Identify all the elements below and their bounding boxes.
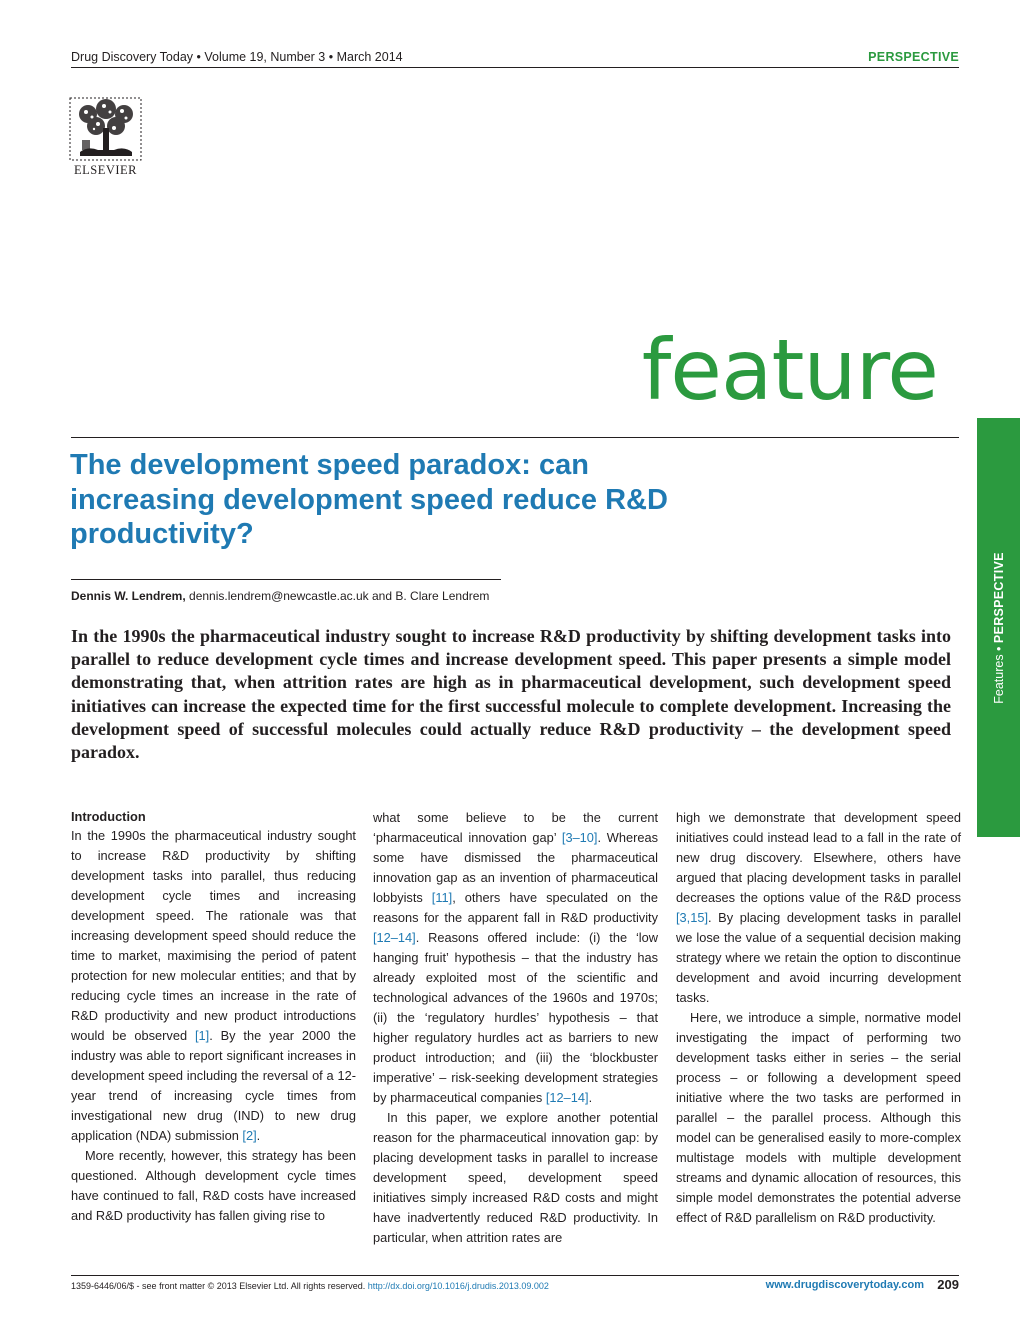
paragraph-text: high we demonstrate that development speed initiatives could instead lead to a fall in the rate of new drug discovery. Elsewhere, others have argued that placing development tasks in parallel decreases the options value of the R&D process bbox=[676, 810, 961, 905]
paragraph: In this paper, we explore another potential reason for the pharmaceutical innovation gap: by placing development tasks in parallel to increase development speed, development speed initiatives simply increased R&D costs and might have inadvertently reduced R&D productivity. In particular, when attrition rates are bbox=[373, 1110, 658, 1245]
elsevier-logo bbox=[68, 96, 143, 178]
author-2: B. Clare Lendrem bbox=[395, 589, 490, 603]
author-rule bbox=[71, 579, 501, 580]
reference-link[interactable]: [12–14] bbox=[545, 1090, 589, 1105]
paragraph bbox=[676, 808, 961, 1008]
paragraph-text: , others have speculated on the reasons for the apparent fall in R&D productivity bbox=[373, 890, 658, 925]
author-line bbox=[71, 589, 489, 603]
author-connector: and bbox=[371, 589, 393, 603]
reference-link[interactable]: [11] bbox=[431, 890, 453, 905]
feature-rule bbox=[71, 437, 959, 438]
side-tab bbox=[977, 418, 1020, 837]
reference-link[interactable]: [1] bbox=[194, 1028, 210, 1043]
paragraph-text: . bbox=[588, 1090, 593, 1105]
reference-link[interactable]: [12–14] bbox=[373, 930, 416, 945]
elsevier-wordmark: ELSEVIER bbox=[73, 163, 138, 177]
side-tab-prefix: Features • bbox=[991, 642, 1006, 704]
paragraph-text: . Reasons offered include: (i) the ‘low hanging fruit’ hypothesis – that the industry has already exploited most of the scientific and technological advances of the 1960s and 1970s; (ii) the ‘regulatory hurdles’ hypothesis – that higher regulatory hurdles act as barriers to new product introduction; and (iii) the ‘blockbuster imperative’ – risk-seeking development strategies by pharmaceutical companies bbox=[373, 930, 658, 1105]
footer-copyright bbox=[71, 1281, 549, 1291]
section-label: PERSPECTIVE bbox=[868, 50, 959, 64]
reference-link[interactable]: [2] bbox=[242, 1128, 257, 1143]
footer-rule bbox=[71, 1275, 959, 1276]
paragraph: Here, we introduce a simple, normative model investigating the impact of performing two development tasks either in series – the serial process – or following a development speed initiative where the two tasks are performed in parallel – the parallel process. Although this model can be generalised easily to more-complex multistage models with multiple development streams and dynamic allocation of resources, this simple model demonstrates the potential adverse effect of R&D parallelism on R&D productivity. bbox=[676, 1010, 961, 1225]
running-head: Drug Discovery Today • Volume 19, Number 3 • March 2014 bbox=[71, 50, 403, 64]
article-title: The development speed paradox: can increasing development speed reduce R&D productivity? bbox=[70, 449, 668, 550]
author-1: Dennis W. Lendrem, bbox=[71, 589, 186, 603]
paragraph-text: In the 1990s the pharmaceutical industry sought to increase R&D productivity by shifting development tasks into parallel, thus reducing development cycle times and increasing development speed. The rationale was that increasing development speed should reduce the time to market, maximising the period of patent protection for new molecular entities; and that by reducing cycle times an increase in the rate of R&D productivity and new product introductions would be observed bbox=[71, 828, 356, 1043]
reference-link[interactable]: [3–10] bbox=[561, 830, 598, 845]
paragraph-text: . Whereas some have dismissed the pharmaceutical innovation gap as an invention of pharmaceutical lobbyists bbox=[373, 830, 658, 905]
side-tab-text bbox=[992, 552, 1006, 703]
paragraph bbox=[373, 808, 658, 1108]
reference-link[interactable]: [3,15] bbox=[676, 910, 709, 925]
paragraph-text: what some believe to be the current ‘pharmaceutical innovation gap’ bbox=[373, 810, 658, 845]
body-column-3 bbox=[676, 808, 961, 1228]
doi-link[interactable]: http://dx.doi.org/10.1016/j.drudis.2013.09.002 bbox=[367, 1281, 549, 1291]
feature-label: feature bbox=[641, 321, 938, 419]
paragraph-text: . bbox=[256, 1128, 261, 1143]
elsevier-tree-icon bbox=[68, 96, 143, 162]
footer-issn: 1359-6446/06/$ - see front matter © 2013 Elsevier Ltd. All rights reserved. bbox=[71, 1281, 368, 1291]
paragraph bbox=[71, 826, 356, 1146]
paragraph: More recently, however, this strategy has been questioned. Although development cycle times have continued to fall, R&D costs have increased and R&D productivity has fallen giving rise to bbox=[71, 1148, 356, 1223]
paragraph-text: . By the year 2000 the industry was able to report significant increases in development speed including the reversal of a 12-year trend of increasing cycle times from investigational new drug (IND) to new drug application (NDA) submission bbox=[71, 1028, 356, 1143]
header-rule bbox=[71, 67, 959, 68]
body-column-2 bbox=[373, 808, 658, 1248]
introduction-heading: Introduction bbox=[71, 809, 146, 824]
paragraph-text: . By placing development tasks in parallel we lose the value of a sequential decision making strategy where we retain the option to discontinue development and avoid incurring development tasks. bbox=[676, 910, 961, 1005]
side-tab-label: PERSPECTIVE bbox=[991, 551, 1006, 643]
author-email[interactable]: dennis.lendrem@newcastle.ac.uk bbox=[189, 589, 369, 603]
journal-url[interactable]: www.drugdiscoverytoday.com bbox=[765, 1279, 924, 1291]
page-number: 209 bbox=[937, 1277, 959, 1292]
abstract: In the 1990s the pharmaceutical industry sought to increase R&D productivity by shifting development tasks into parallel to reduce development cycle times and increase development speed. This paper presents a simple model demonstrating that, when attrition rates are high as in pharmaceutical development, such development speed initiatives can increase the expected time for the first successful molecule to complete development. Increasing the development speed of successful molecules could actually reduce R&D productivity – the development speed paradox. bbox=[71, 626, 951, 763]
body-column-1 bbox=[71, 808, 356, 1226]
